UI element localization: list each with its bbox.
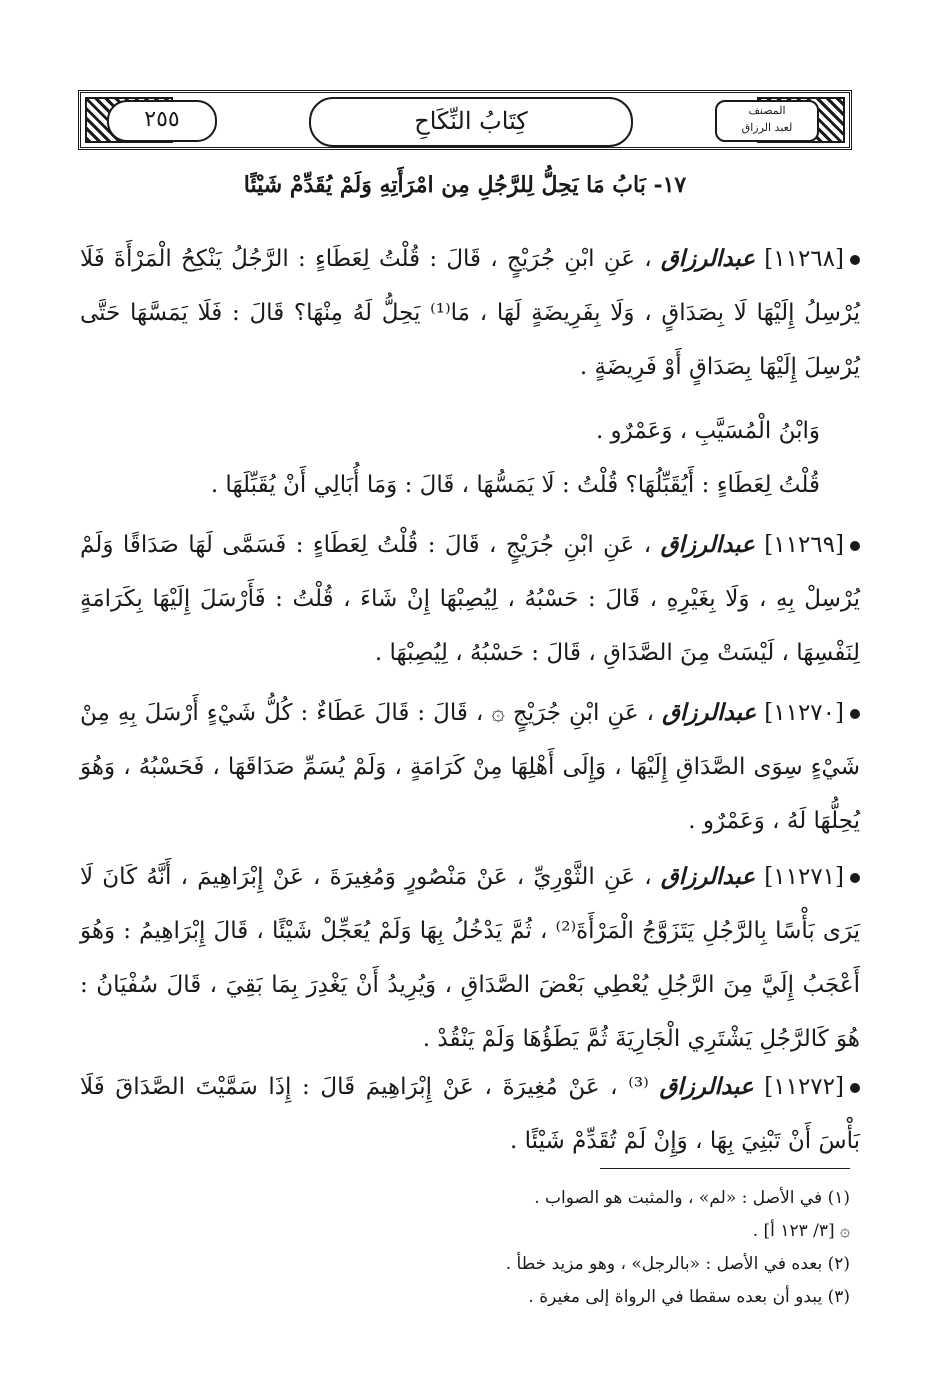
footnote: (٢) بعده في الأصل : «بالرجل» ، وهو مزيد خطأ . [505,1254,850,1274]
hadith-text: ، عَنِ ابْنِ جُرَيْجٍ ۞ ، قَالَ : قَالَ عَطَاءٌ : كُلُّ شَيْءٍ أَرْسَلَ بِهِ مِنْ شَيْءٍ سِوَى الصَّدَاقِ إِلَيْهَا ، وَإِلَى أَهْلِهَا مِنْ كَرَامَةٍ ، وَلَمْ يُسَمِّ صَدَاقَهَا ، فَحَسْبُهُ ، وَهُوَ يُحِلُّهَا لَهُ ، وَعَمْرٌو . [80,700,860,834]
hadith-text: ، عَنِ ابْنِ جُرَيْجٍ ، قَالَ : قُلْتُ لِعَطَاءٍ : الرَّجُلُ يَنْكِحُ الْمَرْأَةَ فَلَا يُرْسِلُ إِلَيْهَا لَا بِصَدَاقٍ ، وَلَا بِفَرِيضَةٍ لَهَا ، مَا⁽¹⁾ يَحِلُّ لَهُ مِنْهَا؟ قَالَ : فَلَا يَمَسَّهَا حَتَّى يُرْسِلَ إِلَيْهَا بِصَدَاقٍ أَوْ فَرِيضَةٍ . [80,246,861,380]
book-seal-logo [715,100,819,142]
hadith-entry [80,232,860,394]
bullet-icon [850,541,860,551]
narrator-name: عبدالرزاق [662,699,757,726]
hadith-entry [80,850,860,1066]
page-header [78,90,852,150]
hadith-number: [١١٢٦٩] [764,532,844,558]
hadith-number: [١١٢٧٠] [764,700,845,726]
book-title: كِتَابُ النِّكَاحِ [309,97,633,147]
chapter-title: ١٧- بَابُ مَا يَحِلُّ لِلرَّجُلِ مِن امْرَأَتِهِ وَلَمْ يُقَدِّمْ شَيْئًا [243,172,687,198]
hadith-number: [١١٢٦٨] [764,246,845,272]
narrator-name: عبدالرزاق [659,1073,754,1100]
hadith-text: ⁽³⁾ ، عَنْ مُغِيرَةَ ، عَنْ إِبْرَاهِيمَ قَالَ : إِذَا سَمَّيْتَ الصَّدَاقَ فَلَا بَأْسَ أَنْ تَبْنِيَ بِهَا ، وَإِنْ لَمْ تُقَدِّمْ شَيْئًا . [80,1074,860,1154]
narrator-name: عبدالرزاق [660,863,756,890]
footnotes [80,1182,850,1314]
text-line: وَابْنُ الْمُسَيَّبِ ، وَعَمْرٌو . [595,418,820,444]
footnote-divider [600,1168,850,1169]
footnote: (١) في الأصل : «لم» ، والمثبت هو الصواب . [534,1188,850,1208]
hadith-entry [80,1060,860,1168]
bullet-icon [850,1083,860,1093]
bullet-icon [850,255,860,265]
footnote: (٣) يبدو أن بعده سقطا في الرواة إلى مغيرة . [528,1287,850,1307]
hadith-entry [80,686,860,848]
text-line: قُلْتُ لِعَطَاءٍ : أَيُقَبِّلُهَا؟ قُلْتُ : لَا يَمَسُّهَا ، قَالَ : وَمَا أُبَالِي أَنْ يُقَبِّلَهَا . [210,472,820,498]
narrator-name: عبدالرزاق [660,531,755,558]
hadith-text: ، عَنِ الثَّوْرِيِّ ، عَنْ مَنْصُورٍ وَمُغِيرَةَ ، عَنْ إِبْرَاهِيمَ ، أَنَّهُ كَانَ لَا يَرَى بَأْسًا بِالرَّجُلِ يَتَزَوَّجُ الْمَرْأَةَ⁽²⁾ ، ثُمَّ يَدْخُلُ بِهَا وَلَمْ يُعَجِّلْ شَيْئًا ، قَالَ إِبْرَاهِيمُ : وَهُوَ أَعْجَبُ إِلَيَّ مِنَ الرَّجُلِ يُعْطِي بَعْضَ الصَّدَاقِ ، وَيُرِيدُ أَنْ يَغْدِرَ بِمَا بَقِيَ ، قَالَ سُفْيَانُ : هُوَ كَالرَّجُلِ يَشْتَرِي الْجَارِيَةَ ثُمَّ يَطَؤُهَا وَلَمْ يَنْقُدْ . [80,864,860,1052]
hadith-number: [١١٢٧٢] [764,1074,844,1100]
hadith-entry [80,518,860,680]
footnote: ۞ [٣/ ١٢٣ أ] . [752,1221,850,1241]
narrator-name: عبدالرزاق [660,245,756,272]
page-number: ٢٥٥ [107,100,217,142]
bullet-icon [850,709,860,719]
bullet-icon [850,873,860,883]
seal-line-1: المصنف [748,104,786,117]
hadith-number: [١١٢٧١] [764,864,845,890]
seal-line-2: لعبد الرزاق [741,121,793,134]
hadith-text: ، عَنِ ابْنِ جُرَيْجٍ ، قَالَ : قُلْتُ لِعَطَاءٍ : فَسَمَّى لَهَا صَدَاقًا وَلَمْ يُرْسِلْ بِهِ ، وَلَا بِغَيْرِهِ ، قَالَ : حَسْبُهُ ، لِيُصِبْهَا إِنْ شَاءَ ، قُلْتُ : فَأَرْسَلَ إِلَيْهَا بِكَرَامَةٍ لِنَفْسِهَا ، لَيْسَتْ مِنَ الصَّدَاقِ ، قَالَ : حَسْبُهُ ، لِيُصِبْهَا . [80,532,860,666]
